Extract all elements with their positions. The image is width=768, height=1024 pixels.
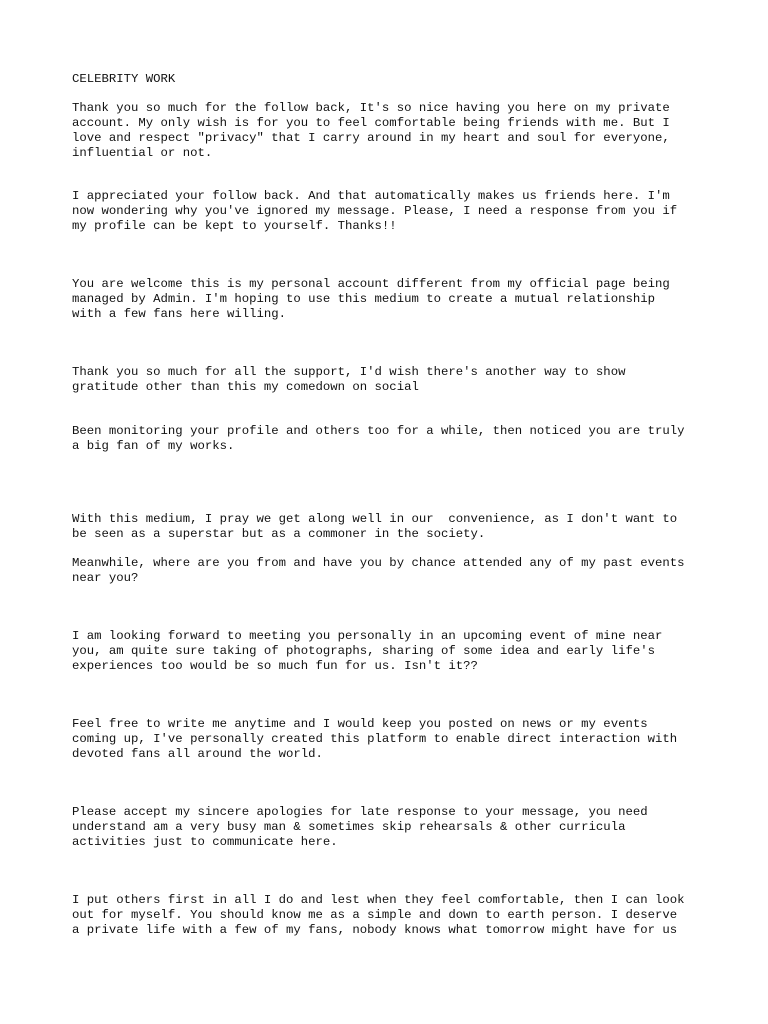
text-line: experiences too would be so much fun for us. Isn't it??: [72, 659, 478, 673]
text-line: out for myself. You should know me as a simple and down to earth person. I deserve: [72, 908, 678, 922]
text-line: Been monitoring your profile and others too for a while, then noticed you are truly: [72, 424, 685, 438]
text-line: I appreciated your follow back. And that automatically makes us friends here. I'm: [72, 189, 670, 203]
text-line: With this medium, I pray we get along well in our convenience, as I don't want to: [72, 512, 678, 526]
text-line: near you?: [72, 571, 139, 585]
text-line: activities just to communicate here.: [72, 835, 338, 849]
document-title: CELEBRITY WORK: [72, 72, 176, 86]
text-line: coming up, I've personally created this platform to enable direct interaction with: [72, 732, 678, 746]
text-line: You are welcome this is my personal account different from my official page being: [72, 277, 670, 291]
text-line: Meanwhile, where are you from and have you by chance attended any of my past events: [72, 556, 685, 570]
text-line: account. My only wish is for you to feel comfortable being friends with me. But I: [72, 116, 670, 130]
text-line: gratitude other than this my comedown on social: [72, 380, 419, 394]
text-line: I am looking forward to meeting you personally in an upcoming event of mine near: [72, 629, 663, 643]
text-line: influential or not.: [72, 146, 213, 160]
text-line: a big fan of my works.: [72, 439, 235, 453]
text-line: be seen as a superstar but as a commoner in the society.: [72, 527, 486, 541]
text-line: managed by Admin. I'm hoping to use this medium to create a mutual relationship: [72, 292, 655, 306]
text-line: a private life with a few of my fans, nobody knows what tomorrow might have for us: [72, 923, 678, 937]
text-line: my profile can be kept to yourself. Thanks!!: [72, 219, 397, 233]
text-line: with a few fans here willing.: [72, 307, 287, 321]
text-line: Please accept my sincere apologies for late response to your message, you need: [72, 805, 648, 819]
text-line: Feel free to write me anytime and I would keep you posted on news or my events: [72, 717, 648, 731]
text-line: now wondering why you've ignored my message. Please, I need a response from you if: [72, 204, 678, 218]
text-line: you, am quite sure taking of photographs, sharing of some idea and early life's: [72, 644, 655, 658]
text-line: I put others first in all I do and lest when they feel comfortable, then I can look: [72, 893, 685, 907]
text-line: Thank you so much for all the support, I'd wish there's another way to show: [72, 365, 626, 379]
text-line: love and respect "privacy" that I carry around in my heart and soul for everyone,: [72, 131, 670, 145]
text-line: devoted fans all around the world.: [72, 747, 323, 761]
text-line: understand am a very busy man & sometimes skip rehearsals & other curricula: [72, 820, 626, 834]
text-line: Thank you so much for the follow back, It's so nice having you here on my private: [72, 101, 670, 115]
